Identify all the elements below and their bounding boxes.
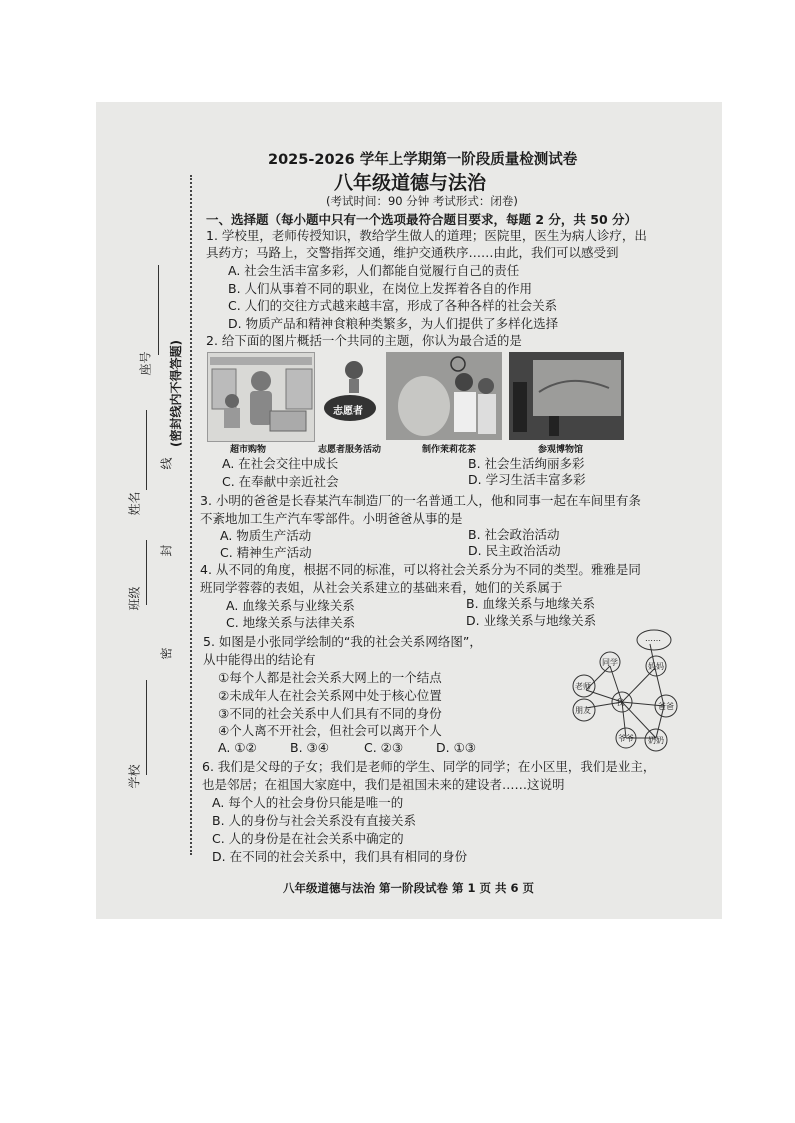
seal-word-seal: 封 <box>159 544 174 557</box>
q5-option-b: B. ③④ <box>290 740 329 755</box>
q4-stem-line2: 班同学蓉蓉的表姐，从社会关系建立的基础来看，她们的关系属于 <box>200 580 563 595</box>
q1-stem-line2: 具药方；马路上，交警指挥交通，维护交通秩序……由此，我们可以感受到 <box>206 245 619 260</box>
node-grandpa: 爷爷 <box>618 734 634 743</box>
section-heading: 一、选择题（每小题中只有一个选项最符合题目要求，每题 2 分，共 50 分） <box>206 212 638 227</box>
q1-option-c: C. 人们的交往方式越来越丰富，形成了各种各样的社会关系 <box>228 298 558 313</box>
seat-blank-line <box>158 265 159 355</box>
q4-option-a: A. 血缘关系与业缘关系 <box>226 598 355 613</box>
q4-option-d: D. 业缘关系与地缘关系 <box>466 613 597 628</box>
q3-option-d: D. 民主政治活动 <box>468 543 561 558</box>
q5-option-a: A. ①② <box>218 740 257 755</box>
q3-stem-line2: 不紊地加工生产汽车零部件。小明爸爸从事的是 <box>200 511 463 526</box>
q2-option-b: B. 社会生活绚丽多彩 <box>468 456 585 471</box>
caption-volunteer: 志愿者服务活动 <box>318 445 382 455</box>
seal-dotted-line <box>190 175 192 855</box>
name-blank-line <box>146 410 147 490</box>
q3-option-a: A. 物质生产活动 <box>220 528 312 543</box>
q1-stem-line1: 1. 学校里，老师传授知识，教给学生做人的道理；医院里，医生为病人诊疗，出 <box>206 228 647 243</box>
page-footer: 八年级道德与法治 第一阶段试卷 第 1 页 共 6 页 <box>283 881 535 895</box>
caption-jasmine-tea: 制作茉莉花茶 <box>422 445 477 455</box>
q3-option-c: C. 精神生产活动 <box>220 545 312 560</box>
exam-info: (考试时间：90 分钟 考试形式：闭卷) <box>326 194 518 208</box>
seat-label: 座号 <box>138 351 153 376</box>
q6-option-d: D. 在不同的社会关系中，我们具有相同的身份 <box>212 849 468 864</box>
q6-option-b: B. 人的身份与社会关系没有直接关系 <box>212 813 417 828</box>
seal-word-sealed: 密 <box>159 647 174 660</box>
caption-museum: 参观博物馆 <box>538 445 584 455</box>
class-blank-line <box>146 540 147 605</box>
supermarket-image <box>207 352 315 442</box>
q2-stem: 2. 给下面的图片概括一个共同的主题，你认为最合适的是 <box>206 333 522 348</box>
q1-option-d: D. 物质产品和精神食粮种类繁多，为人们提供了多样化选择 <box>228 316 559 331</box>
social-network-diagram <box>570 628 690 752</box>
q5-stem-line2: 从中能得出的结论有 <box>203 652 316 667</box>
node-grandma: 奶奶 <box>648 736 664 745</box>
node-teacher: 老师 <box>575 682 591 691</box>
q5-statement-3: ③不同的社会关系中人们具有不同的身份 <box>218 706 442 721</box>
q4-option-c: C. 地缘关系与法律关系 <box>226 615 356 630</box>
q5-option-d: D. ①③ <box>436 740 476 755</box>
q5-statement-1: ①每个人都是社会关系大网上的一个结点 <box>218 670 442 685</box>
q1-option-a: A. 社会生活丰富多彩，人们都能自觉履行自己的责任 <box>228 263 520 278</box>
q5-option-c: C. ②③ <box>364 740 404 755</box>
q6-option-c: C. 人的身份是在社会关系中确定的 <box>212 831 404 846</box>
q5-stem-line1: 5. 如图是小张同学绘制的“我的社会关系网络图”， <box>203 634 482 649</box>
jasmine-tea-image <box>386 352 502 440</box>
q6-stem-line1: 6. 我们是父母的子女；我们是老师的学生、同学的同学；在小区里，我们是业主， <box>202 759 656 774</box>
school-label: 学校 <box>127 764 142 789</box>
q3-option-b: B. 社会政治活动 <box>468 527 560 542</box>
q5-statement-4: ④个人离不开社会，但社会可以离开个人 <box>218 723 442 738</box>
node-dad: 爸爸 <box>658 702 674 711</box>
class-label: 班级 <box>127 586 142 611</box>
q2-option-d: D. 学习生活丰富多彩 <box>468 472 586 487</box>
volunteer-image <box>322 352 378 440</box>
school-blank-line <box>146 680 147 775</box>
subject-title: 八年级道德与法治 <box>334 172 487 194</box>
node-classmate: 同学 <box>602 658 618 667</box>
q6-option-a: A. 每个人的社会身份只能是唯一的 <box>212 795 404 810</box>
node-mom: 妈妈 <box>648 662 664 671</box>
node-friend: 朋友 <box>575 706 591 715</box>
q6-stem-line2: 也是邻居；在祖国大家庭中，我们是祖国未来的建设者……这说明 <box>202 777 565 792</box>
node-me: 我 <box>616 698 624 707</box>
caption-supermarket: 超市购物 <box>230 445 267 455</box>
exam-title: 2025-2026 学年上学期第一阶段质量检测试卷 <box>268 152 578 168</box>
q1-option-b: B. 人们从事着不同的职业，在岗位上发挥着各自的作用 <box>228 281 533 296</box>
museum-image <box>509 352 624 440</box>
q5-statement-2: ②未成年人在社会关系网中处于核心位置 <box>218 688 442 703</box>
q4-option-b: B. 血缘关系与地缘关系 <box>466 596 596 611</box>
q2-option-a: A. 在社会交往中成长 <box>222 456 339 471</box>
q2-option-c: C. 在奉献中亲近社会 <box>222 474 339 489</box>
node-more: …… <box>645 634 661 643</box>
name-label: 姓名 <box>127 491 142 516</box>
q4-stem-line1: 4. 从不同的角度，根据不同的标准，可以将社会关系分为不同的类型。雅雅是同 <box>200 562 641 577</box>
volunteer-sign-text: 志愿者 <box>333 406 363 417</box>
q3-stem-line1: 3. 小明的爸爸是长春某汽车制造厂的一名普通工人，他和同事一起在车间里有条 <box>200 493 641 508</box>
seal-word-line: 线 <box>159 457 174 470</box>
no-answer-note: (密封线内不得答题) <box>168 340 183 447</box>
